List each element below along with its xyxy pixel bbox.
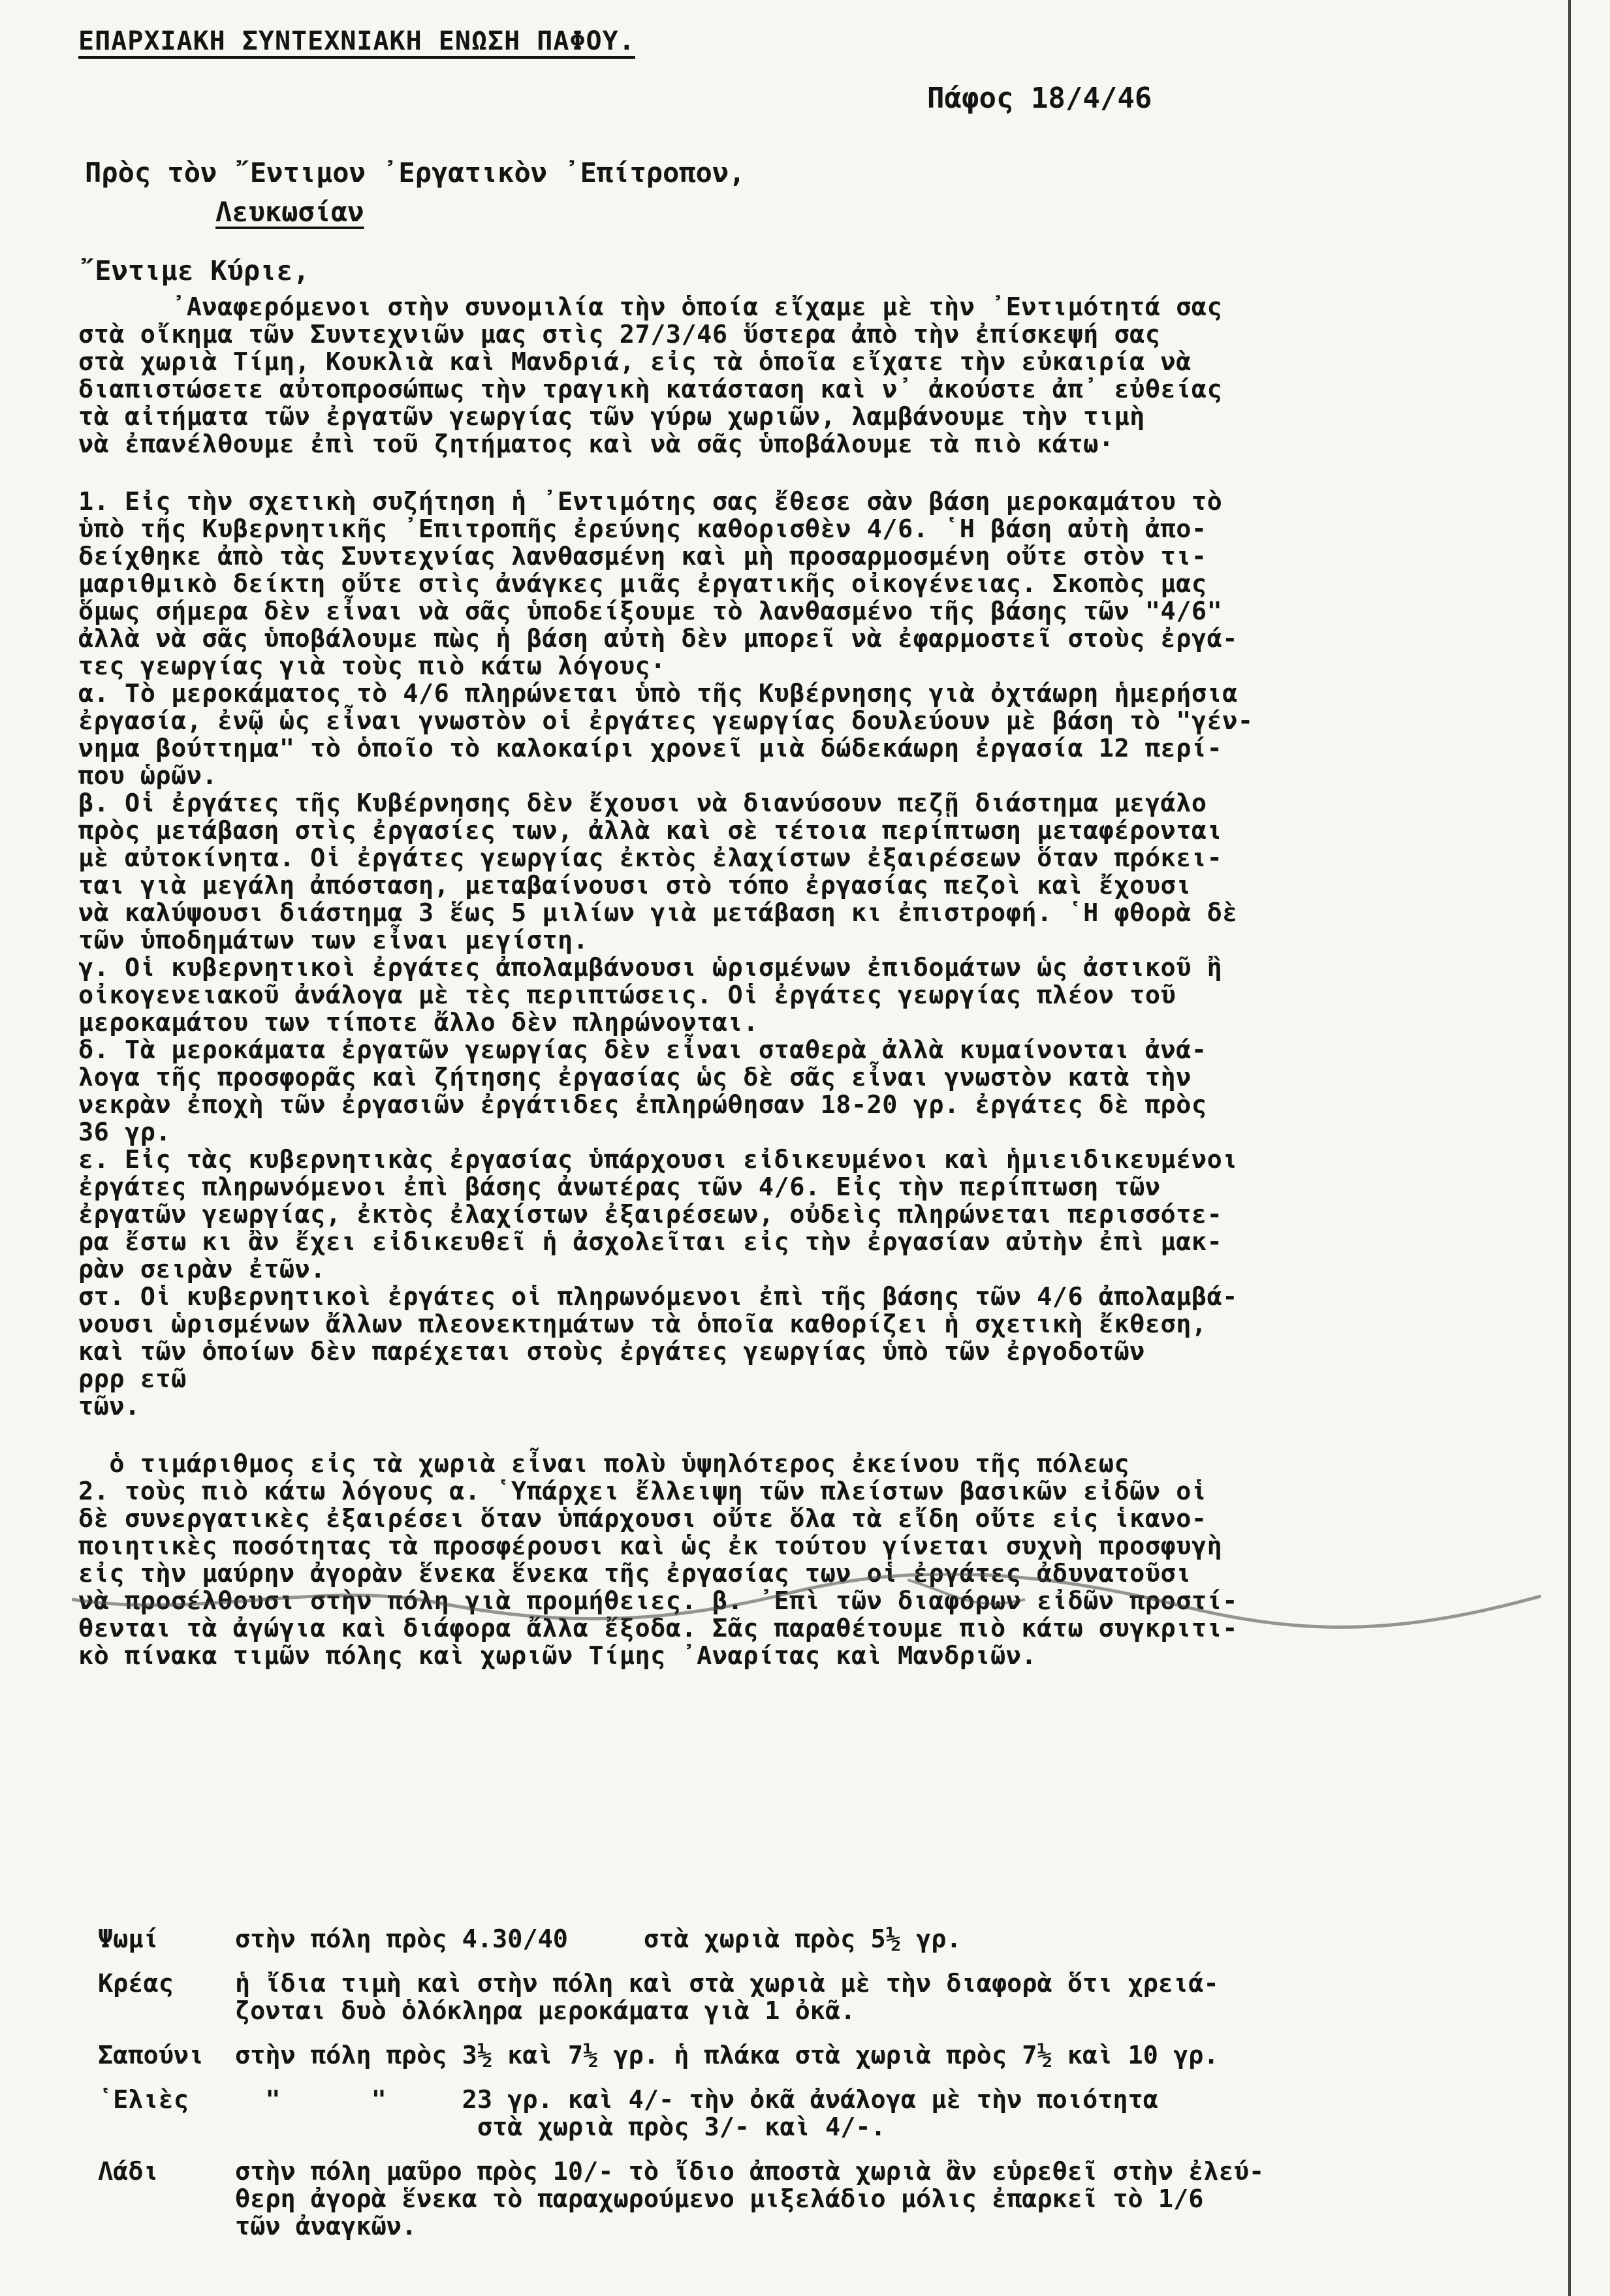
price-row <box>98 1926 1547 1953</box>
body-line: 2. τοὺς πιὸ κάτω λόγους α. ῾Υπάρχει ἔλλειψη τῶν πλείστων βασικῶν εἰδῶν οἱ <box>78 1477 1207 1506</box>
price-row <box>98 2158 1547 2241</box>
body-line: νεκρὰν ἐποχὴ τῶν ἐργασιῶν ἐργάτιδες ἐπληρώθησαν 18-20 γρ. ἐργάτες δὲ πρὸς <box>78 1090 1207 1120</box>
body-line: καὶ τῶν ὁποίων δὲν παρέχεται στοὺς ἐργάτες γεωργίας ὑπὸ τῶν ἐργοδοτῶν <box>78 1337 1145 1366</box>
body-line: ὅμως σήμερα δὲν εἶναι νὰ σᾶς ὑποδείξουμε τὸ λανθασμένο τῆς βάσης τῶν "4/6" <box>78 597 1223 626</box>
body-line: στ. Οἱ κυβερνητικοὶ ἐργάτες οἱ πληρωνόμενοι ἐπὶ τῆς βάσης τῶν 4/6 ἀπολαμβά- <box>78 1282 1238 1312</box>
body-line: ρα ἔστω κι ἂν ἔχει εἰδικευθεῖ ἡ ἀσχολεῖται εἰς τὴν ἐργασίαν αὐτὴν ἐπὶ μακ- <box>78 1227 1223 1257</box>
body-line: στὰ χωριὰ Τίμη, Κουκλιὰ καὶ Μανδριά, εἰς τὰ ὁποῖα εἴχατε τὴν εὐκαιρία νὰ <box>78 347 1192 377</box>
body-line: α. Τὸ μεροκάματος τὸ 4/6 πληρώνεται ὑπὸ τῆς Κυβέρνησης γιὰ ὀχτάωρη ἡμερήσια <box>78 679 1238 708</box>
body-line: ποιητικὲς ποσότητας τὰ προσφέρουσι καὶ ὡς ἐκ τούτου γίνεται συχνὴ προσφυγὴ <box>78 1532 1223 1561</box>
body-line: τες γεωργίας γιὰ τοὺς πιὸ κάτω λόγους· <box>78 652 666 681</box>
body-line: κὸ πίνακα τιμῶν πόλης καὶ χωριῶν Τίμης ᾿Αναρίτας καὶ Μανδριῶν. <box>78 1641 1037 1671</box>
body-line: δείχθηκε ἀπὸ τὰς Συντεχνίας λανθασμένη καὶ μὴ προσαρμοσμένη οὔτε στὸν τι- <box>78 542 1207 571</box>
body-line: νὰ καλύψουσι διάστημα 3 ἕως 5 μιλίων γιὰ μετάβαση κι ἐπιστροφή. ῾Η φθορὰ δὲ <box>78 898 1238 928</box>
body-line: στὰ οἴκημα τῶν Συντεχνιῶν μας στὶς 27/3/46 ὕστερα ἀπὸ τὴν ἐπίσκεψή σας <box>78 320 1161 349</box>
body-line: οἰκογενειακοῦ ἀνάλογα μὲ τὲς περιπτώσεις. Οἱ ἐργάτες γεωργίας πλέον τοῦ <box>78 981 1176 1010</box>
body-line: ἐργάτες πληρωνόμενοι ἐπὶ βάσης ἀνωτέρας τῶν 4/6. Εἰς τὴν περίπτωση τῶν <box>78 1172 1161 1202</box>
body-line: ἐργατῶν γεωργίας, ἐκτὸς ἐλαχίστων ἐξαιρέσεων, οὐδεὶς πληρώνεται περισσότε- <box>78 1200 1223 1229</box>
body-line: 1. Εἰς τὴν σχετικὴ συζήτηση ἡ ᾿Εντιμότης σας ἔθεσε σὰν βάση μεροκαμάτου τὸ <box>78 487 1223 516</box>
body-line: τῶν ὑποδημάτων των εἶναι μεγίστη. <box>78 926 589 955</box>
addressee-city: Λευκωσίαν <box>215 196 364 228</box>
body-line: τῶν. <box>78 1392 140 1421</box>
price-row <box>98 2042 1547 2069</box>
addressee-line: Πρὸς τὸν ῎Εντιμον ᾿Εργατικὸν ᾿Επίτροπον, <box>85 157 746 189</box>
letter-date: Πάφος 18/4/46 <box>927 82 1152 115</box>
body-line: μὲ αὐτοκίνητα. Οἱ ἐργάτες γεωργίας ἐκτὸς ἐλαχίστων ἐξαιρέσεων ὅταν πρόκει- <box>78 843 1223 873</box>
price-item-label: Κρέας <box>98 1969 174 1998</box>
paragraph-gap <box>78 458 1541 488</box>
body-line: νημα βούττημα" τὸ ὁποῖο τὸ καλοκαίρι χρονεῖ μιὰ δώδεκάωρη ἐργασία 12 περί- <box>78 734 1223 763</box>
body-line: διαπιστώσετε αὐτοπροσώπως τὴν τραγικὴ κατάσταση καὶ ν᾿ ἀκούστε ἀπ᾿ εὐθείας <box>78 375 1223 404</box>
body-line: γ. Οἱ κυβερνητικοὶ ἐργάτες ἀπολαμβάνουσι ὡρισμένων ἐπιδομάτων ὡς ἀστικοῦ ἢ <box>78 953 1223 983</box>
body-line: μεροκαμάτου των τίποτε ἄλλο δὲν πληρώνονται. <box>78 1008 759 1037</box>
price-item-text: στὴν πόλη μαῦρο πρὸς 10/- τὸ ἴδιο ἀποστὰ χωριὰ ἂν εὑρεθεῖ στὴν ἐλεύ- θερη ἀγορὰ ἕνεκα τὸ παραχωρούμενο μιξελάδιο μόλις ἐπαρκεῖ τὸ 1/6 τῶν ἀναγκῶν. <box>235 2157 1265 2241</box>
body-line: δ. Τὰ μεροκάματα ἐργατῶν γεωργίας δὲν εἶναι σταθερὰ ἀλλὰ κυμαίνονται ἀνά- <box>78 1035 1207 1065</box>
price-item-label: Ψωμί <box>98 1925 159 1954</box>
body-line: ὁ τιμάριθμος εἰς τὰ χωριὰ εἶναι πολὺ ὑψηλότερος ἐκείνου τῆς πόλεως <box>78 1449 1130 1479</box>
paragraph-gap <box>78 1421 1541 1451</box>
body-line: νὰ ἐπανέλθουμε ἐπὶ τοῦ ζητήματος καὶ νὰ σᾶς ὑποβάλουμε τὰ πιὸ κάτω· <box>78 430 1114 459</box>
body-line: νουσι ὡρισμένων ἄλλων πλεονεκτημάτων τὰ ὁποῖα καθορίζει ἡ σχετικὴ ἔκθεση, <box>78 1310 1207 1339</box>
body-line: που ὡρῶν. <box>78 761 218 791</box>
salutation: ῎Εντιμε Κύριε, <box>78 255 310 287</box>
body-line: θενται τὰ ἀγώγια καὶ διάφορα ἄλλα ἔξοδα. Σᾶς παραθέτουμε πιὸ κάτω συγκριτι- <box>78 1614 1238 1643</box>
price-item-label: ῾Ελιὲς <box>98 2085 189 2115</box>
price-item-text: στὴν πόλη πρὸς 4.30/40 στὰ χωριὰ πρὸς 5½ γρ. <box>235 1925 962 1954</box>
body-line: β. Οἱ ἐργάτες τῆς Κυβέρνησης δὲν ἔχουσι νὰ διανύσουν πεζῇ διάστημα μεγάλο <box>78 789 1207 818</box>
body-line: ἐργασία, ἐνῷ ὡς εἶναι γνωστὸν οἱ ἐργάτες γεωργίας δουλεύουν μὲ βάση τὸ "γέν- <box>78 706 1254 736</box>
body-line: ρρρ ετῶ <box>78 1364 187 1394</box>
body-line: εἰς τὴν μαύρην ἀγορὰν ἕνεκα ἕνεκα τῆς ἐργασίας των οἱ ἐργάτες ἀδυνατοῦσι <box>78 1559 1192 1588</box>
addressee-block <box>85 153 745 232</box>
price-item-label: Σαπούνι <box>98 2041 204 2070</box>
body-line: ὑπὸ τῆς Κυβερνητικῆς ᾿Επιτροπῆς ἐρεύνης καθορισθὲν 4/6. ῾Η βάση αὐτὴ ἀπο- <box>78 514 1207 544</box>
price-table <box>98 1926 1547 2257</box>
body-line: λογα τῆς προσφορᾶς καὶ ζήτησης ἐργασίας ὡς δὲ σᾶς εἶναι γνωστὸν κατὰ τὴν <box>78 1063 1192 1092</box>
price-item-text: στὴν πόλη πρὸς 3½ καὶ 7½ γρ. ἡ πλάκα στὰ χωριὰ πρὸς 7½ καὶ 10 γρ. <box>235 2041 1219 2070</box>
paper-tear-mark <box>72 1573 1541 1632</box>
price-row <box>98 2086 1547 2141</box>
page-edge <box>1568 0 1571 2296</box>
body-line: 36 γρ. <box>78 1118 172 1147</box>
body-line: ε. Εἰς τὰς κυβερνητικὰς ἐργασίας ὑπάρχουσι εἰδικευμένοι καὶ ἡμιειδικευμένοι <box>78 1145 1238 1174</box>
body-line: πρὸς μετάβαση στὶς ἐργασίες των, ἀλλὰ καὶ σὲ τέτοια περίπτωση μεταφέρονται <box>78 816 1223 845</box>
letterhead: ΕΠΑΡΧΙΑΚΗ ΣΥΝΤΕΧΝΙΑΚΗ ΕΝΩΣΗ ΠΑΦΟΥ. <box>78 26 635 56</box>
letter-body <box>78 294 1541 1670</box>
body-line: τὰ αἰτήματα τῶν ἐργατῶν γεωργίας τῶν γύρω χωριῶν, λαμβάνουμε τὴν τιμὴ <box>78 402 1145 432</box>
body-line: ᾿Αναφερόμενοι στὴν συνομιλία τὴν ὁποία εἴχαμε μὲ τὴν ᾿Εντιμότητά σας <box>78 292 1223 322</box>
price-item-text: ἡ ἴδια τιμὴ καὶ στὴν πόλη καὶ στὰ χωριὰ μὲ τὴν διαφορὰ ὅτι χρειά- ζονται δυὸ ὁλόκληρα μεροκάματα γιὰ 1 ὀκᾶ. <box>235 1969 1219 2026</box>
price-row <box>98 1970 1547 2025</box>
body-line: ρὰν σειρὰν ἐτῶν. <box>78 1255 326 1284</box>
price-item-text: " " 23 γρ. καὶ 4/- τὴν ὀκᾶ ἀνάλογα μὲ τὴν ποιότητα στὰ χωριὰ πρὸς 3/- καὶ 4/-. <box>265 2085 1158 2142</box>
body-line: νὰ προσέλθουσι στὴν πόλη γιὰ προμήθειες. β. ᾿Επὶ τῶν διαφόρων εἰδῶν προστί- <box>78 1586 1238 1616</box>
body-line: δὲ συνεργατικὲς ἐξαιρέσει ὅταν ὑπάρχουσι οὔτε ὅλα τὰ εἴδη οὔτε εἰς ἱκανο- <box>78 1504 1207 1533</box>
price-item-label: Λάδι <box>98 2157 159 2186</box>
body-line: μαριθμικὸ δείκτη οὔτε στὶς ἀνάγκες μιᾶς ἐργατικῆς οἰκογένειας. Σκοπὸς μας <box>78 569 1207 599</box>
body-line: ἀλλὰ νὰ σᾶς ὑποβάλουμε πὼς ἡ βάση αὐτὴ δὲν μπορεῖ νὰ ἐφαρμοστεῖ στοὺς ἐργά- <box>78 624 1238 653</box>
body-line: ται γιὰ μεγάλη ἀπόσταση, μεταβαίνουσι στὸ τόπο ἐργασίας πεζοὶ καὶ ἔχουσι <box>78 871 1192 900</box>
